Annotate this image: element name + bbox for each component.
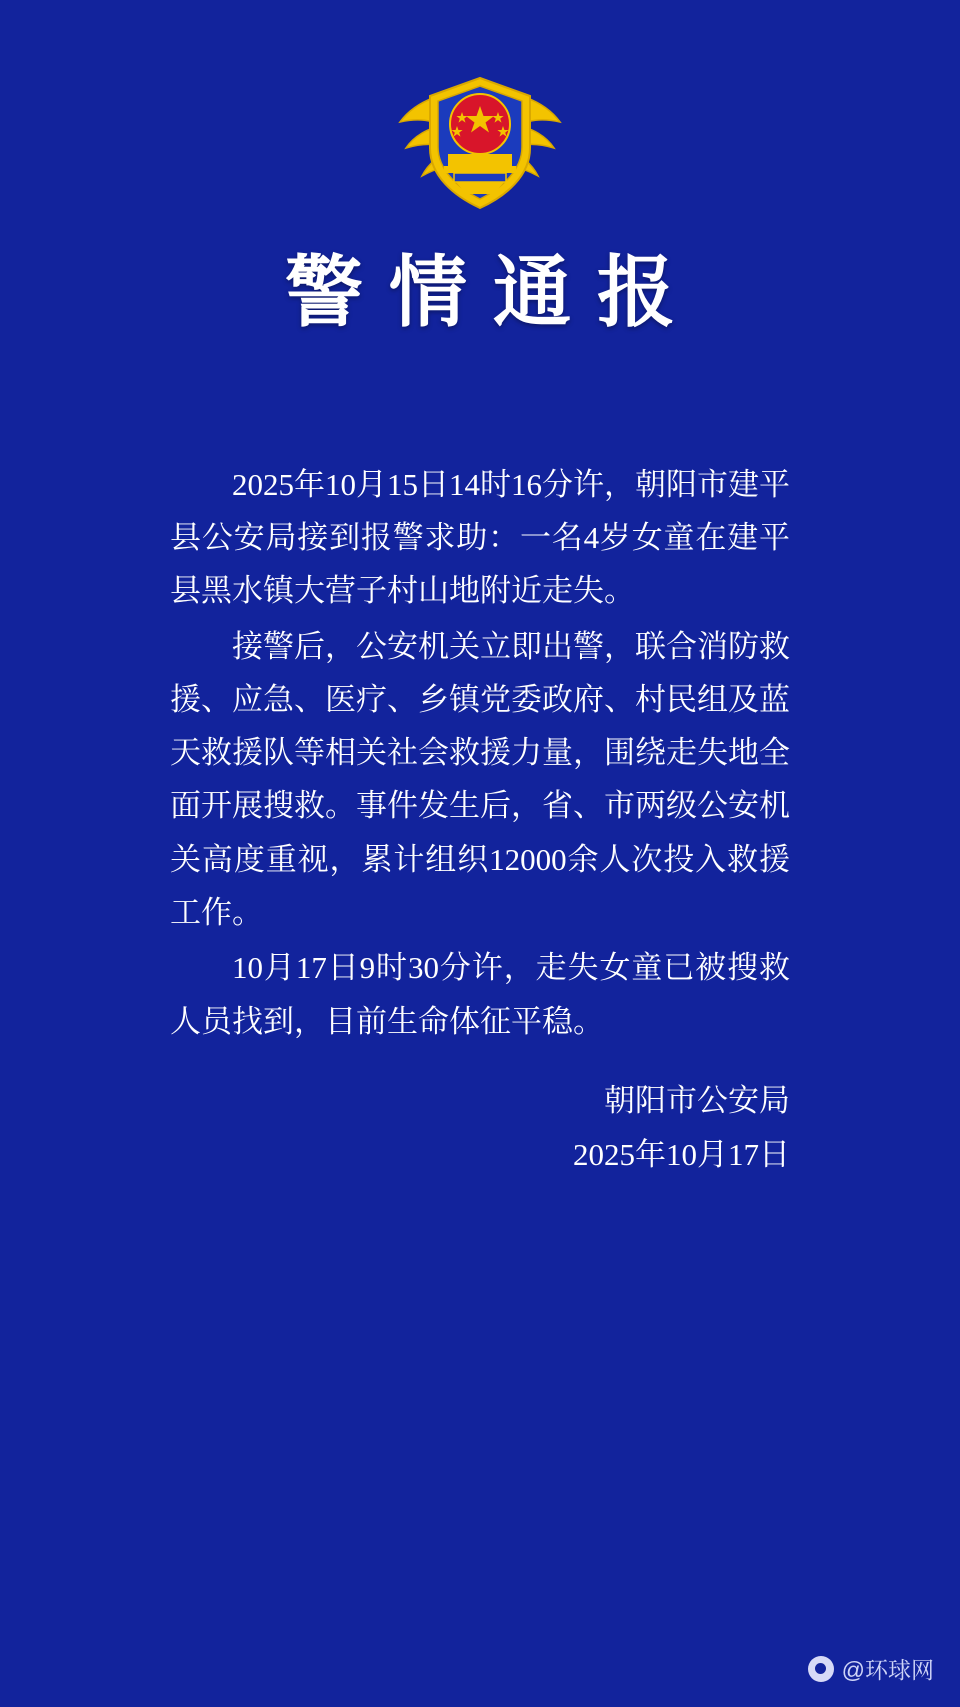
notice-paragraph: 接警后，公安机关立即出警，联合消防救援、应急、医疗、乡镇党委政府、村民组及蓝天救援队等相关社会救援力量，围绕走失地全面开展搜救。事件发生后，省、市两级公安机关高度重视，累计组织12000余人次投入救援工作。 — [170, 628, 790, 931]
signature-block — [170, 1074, 790, 1183]
watermark-label: @环球网 — [841, 1657, 934, 1683]
weibo-icon — [808, 1656, 834, 1682]
notice-body — [170, 458, 790, 1183]
notice-paragraph: 2025年10月15日14时16分许，朝阳市建平县公安局接到报警求助：一名4岁女童在建平县黑水镇大营子村山地附近走失。 — [170, 466, 790, 609]
china-police-emblem — [390, 62, 570, 222]
watermark — [808, 1652, 934, 1685]
signature-organization: 朝阳市公安局 — [604, 1083, 790, 1119]
notice-paragraph: 10月17日9时30分许，走失女童已被搜救人员找到，目前生命体征平稳。 — [170, 950, 790, 1039]
signature-date: 2025年10月17日 — [573, 1137, 790, 1173]
page-title: 警情通报 — [284, 249, 701, 336]
